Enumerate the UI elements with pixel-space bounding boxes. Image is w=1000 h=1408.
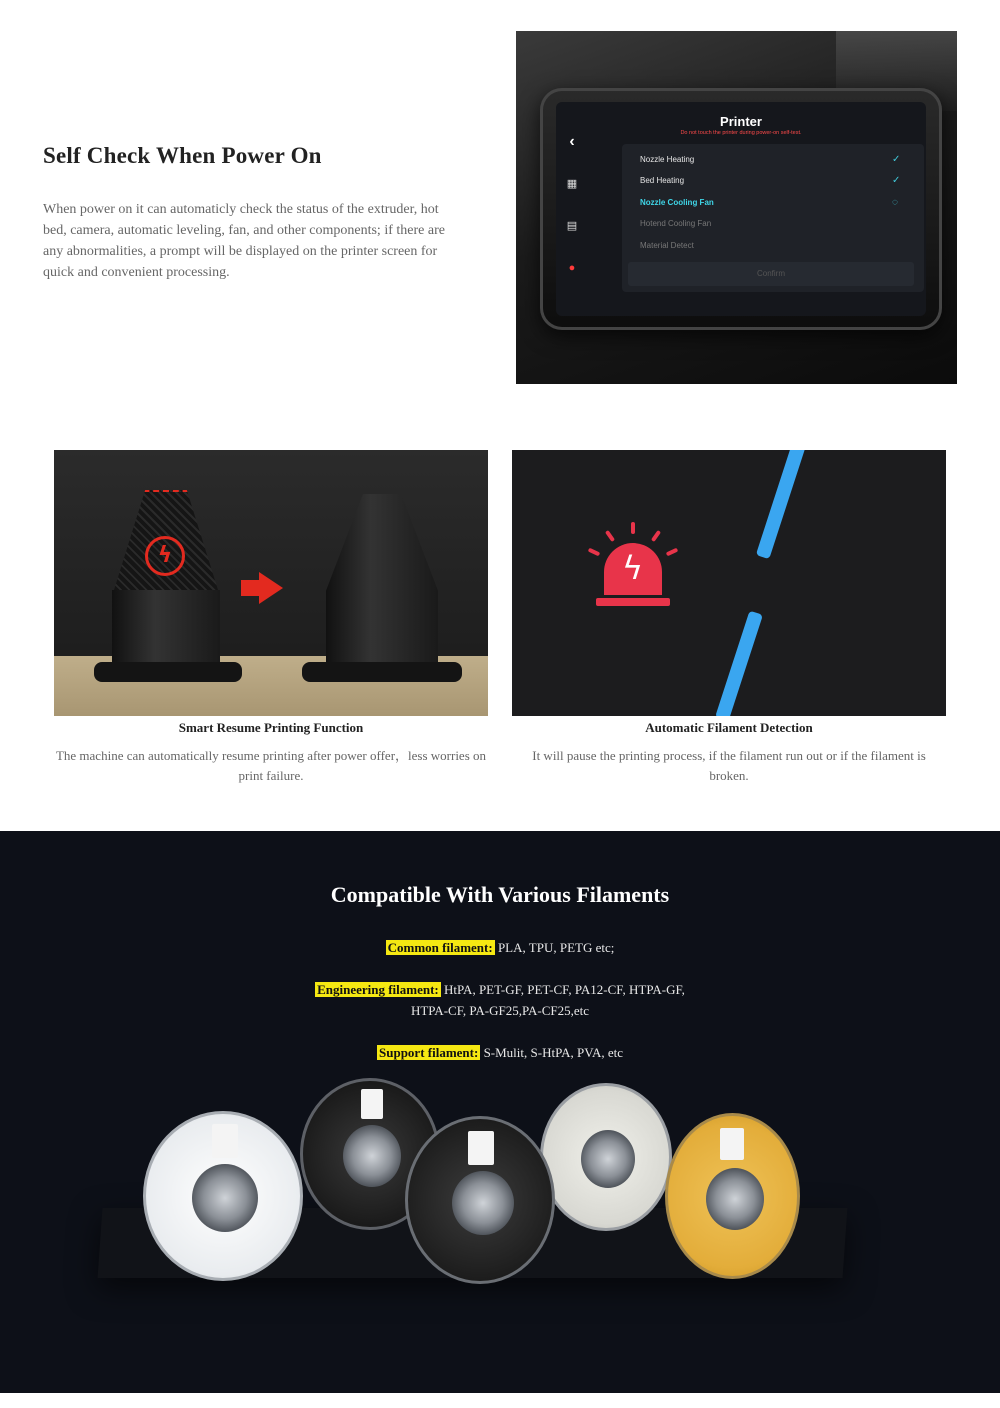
check-icon: ✓ [892, 154, 901, 165]
printer-screen-photo [516, 31, 957, 384]
printer-display [540, 88, 942, 330]
lightning-icon: ϟ [622, 549, 644, 587]
support-filament-value: S-Mulit, S-HtPA, PVA, etc [483, 1045, 623, 1060]
self-test-item: Material Detect [640, 241, 694, 250]
engineering-filament-value-2: HTPA-CF, PA-GF25,PA-CF25,etc [410, 1003, 590, 1018]
filaments-title: Compatible With Various Filaments [330, 882, 670, 907]
resume-printing-image [54, 450, 488, 716]
self-test-item: Nozzle Cooling Fan [640, 198, 714, 207]
alarm-ray [588, 548, 601, 557]
engineering-filament-line [0, 979, 1000, 1000]
common-filament-label: Common filament: [387, 940, 493, 955]
feature-caption: Automatic Filament Detection [645, 720, 813, 735]
self-check-description: When power on it can automaticly check the status of the extruder, hot bed, camera, automatic leveling, fan, and other components; if there are any abnormalities, a prompt will be displayed on the printer screen for quick and convenient processing. [43, 202, 445, 280]
filaments-section [0, 831, 1000, 1393]
filament-spool-white [143, 1111, 303, 1281]
engineering-filament-line-2 [0, 1000, 1000, 1021]
support-filament-label: Support filament: [379, 1045, 479, 1060]
spool-hub [343, 1125, 401, 1187]
spool-hub [706, 1168, 764, 1230]
support-filament-line [0, 1042, 1000, 1063]
cone-base-left [94, 662, 242, 682]
grid-icon[interactable]: ▦ [566, 178, 578, 190]
check-icon: ✓ [892, 175, 901, 186]
screen-title: Printer [720, 114, 762, 129]
filament-detection-image [512, 450, 946, 716]
cone-printed-part [112, 590, 220, 670]
loading-spinner-icon: ◌ [892, 197, 898, 208]
feature-description: The machine can automatically resume printing after power offer，less worries on print failure. [55, 748, 487, 783]
feature-caption: Smart Resume Printing Function [178, 720, 364, 735]
spool-label [720, 1128, 744, 1160]
stop-icon[interactable]: ● [568, 262, 576, 274]
confirm-button[interactable]: Confirm [628, 262, 914, 286]
spool-hub [581, 1130, 635, 1188]
self-check-title: Self Check When Power On [43, 143, 322, 168]
alarm-ray [631, 522, 635, 534]
common-filament-value: PLA, TPU, PETG etc; [497, 940, 615, 955]
engineering-filament-label: Engineering filament: [317, 982, 439, 997]
self-test-item: Hotend Cooling Fan [640, 219, 712, 228]
spool-label [212, 1124, 238, 1158]
filament-spool-yellow [665, 1113, 800, 1279]
self-test-item: Bed Heating [640, 176, 685, 185]
printer-display-screen [556, 102, 926, 316]
arrow-head-icon [259, 572, 283, 604]
filament-lower [715, 611, 763, 716]
spool-label [468, 1131, 494, 1165]
alarm-ray [605, 530, 615, 542]
engineering-filament-value: HtPA, PET-GF, PET-CF, PA12-CF, HTPA-GF, [444, 982, 685, 997]
cone-completed [326, 494, 438, 670]
cone-base-right [302, 662, 462, 682]
alarm-base [596, 598, 670, 606]
file-icon[interactable]: ▤ [566, 220, 578, 232]
filament-upper [756, 450, 806, 559]
spool-hub [452, 1171, 514, 1235]
screen-warning: Do not touch the printer during power-on self-test. [680, 130, 802, 136]
spool-hub [192, 1164, 258, 1232]
alarm-ray [651, 530, 661, 542]
filament-spool-white-back [540, 1083, 672, 1231]
arrow-icon [241, 580, 259, 596]
common-filament-line [0, 937, 1000, 958]
screen-sidebar [562, 132, 582, 300]
power-failure-icon: ϟ [145, 536, 185, 576]
filament-spool-black [405, 1116, 555, 1284]
page-bottom-margin [0, 1393, 1000, 1408]
feature-description: It will pause the printing process, if the filament run out or if the filament is broken. [532, 748, 926, 783]
back-icon[interactable]: ‹ [569, 133, 575, 150]
self-check-section [0, 0, 1000, 420]
alarm-ray [666, 548, 679, 557]
spool-label [361, 1089, 383, 1119]
self-test-item: Nozzle Heating [640, 155, 695, 164]
